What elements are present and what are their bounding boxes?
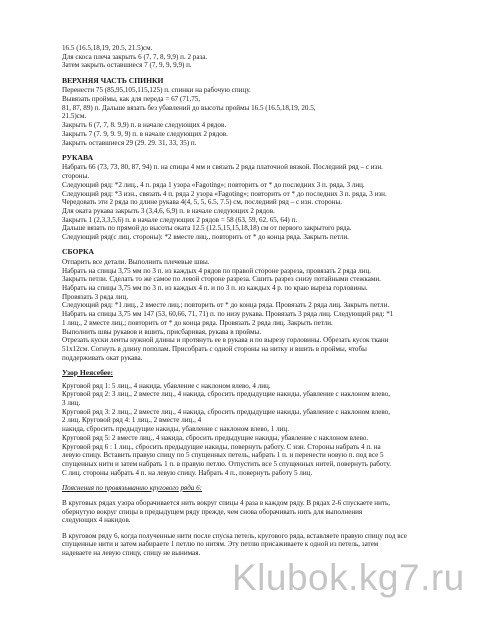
explanation-paragraph-2 (62, 532, 450, 558)
section-heading: СБОРКА (62, 248, 94, 257)
text-line: Набрать 66 (73, 73, 80, 87, 94) п. на спицы 4 мм и связать 2 ряда платочной вязкой. Последний ряд – с изн. (62, 163, 383, 172)
text-line: Отрезать куски ленты нужной длины и протянуть ее в рукава и по вырезу горловины. Обрезать кусок ткани (62, 336, 389, 345)
text-line: обернутую вокруг спицы в предыдущем ряду прежде, чем снова оборачивать нить для выполнения (62, 507, 363, 516)
text-line: Следующий ряд: *2 лиц., 4 п. ряда 1 узора «Fagoting»; повторить от * до последних 3 п. ряда, 3 лиц. (62, 180, 365, 189)
text-line: Для оката рукава закрыть 3 (3,4,6, 6,9) п. в начале следующих 2 рядов. (62, 206, 275, 215)
text-line: Круговой ряд 6 : 1 лиц., сбросить предыдущие накиды, повернуть работу. С изн. Стороны набрать 4 п. на (62, 442, 381, 451)
text-line: Отпарить все детали. Выполнить плечевые швы. (62, 257, 210, 266)
text-line: В круговом ряду 6, когда полученные нити после спуска петель, кругового ряда, вставляете правую спицу под все (62, 531, 407, 540)
text-line: Круговой ряд 2: 3 лиц., 2 вместе лиц., 4 накида, сбросить предыдущие накиды, убавление с наклоном влево, (62, 390, 390, 399)
text-line: Закрыть оставшиеся 29 (29. 29. 31, 33, 35) п. (62, 138, 197, 147)
pattern-section (62, 369, 450, 477)
text-line: 16.5 (16.5,18,19, 20.5, 21.5)см. (62, 44, 153, 52)
note-section (62, 484, 450, 493)
text-line: 2 лиц. Круговой ряд 4: 1 лиц., 2 вместе лиц., 4 (62, 416, 202, 425)
text-line: Затем закрыть оставшиеся 7 (7, 9, 9, 9,9) п. (62, 61, 192, 70)
text-line: Вывязать проймы, как для переда = 67 (71,75, (62, 95, 201, 104)
text-line: Для скоса плеча закрыть 6 (7, 7, 8, 9,9) п. 2 раза. (62, 52, 208, 61)
text-line: Круговой ряд 3: 2 лиц., 2 вместе лиц., 4 накида, сбросить предыдущие накиды, убавление с наклоном влево, (62, 407, 390, 416)
text-line: Чередовать эти 2 ряда по длине рукава 4(4, 5, 5, 6.5, 7.5) см, последний ряд – с изн. стороны. (62, 198, 343, 207)
text-line: Перенести 75 (85,95,105,115,125) п. спинки на рабочую спицу. (62, 86, 251, 95)
text-line: Круговой ряд 1: 5 лиц., 4 накида, убавление с наклоном влево, 4 лиц. (62, 381, 271, 390)
watermark: Klubok.kg7.ru (232, 557, 465, 598)
section-heading: РУКАВА (62, 153, 94, 162)
text-line: Следующий ряд: *1 лиц., 2 вместе лиц.; повторить от * до конца ряда. Провязать 2 ряда лиц. Закрыть петли. (62, 301, 390, 310)
text-line: Провязать 3 ряда лиц. (62, 292, 129, 301)
text-line: Дальше вязать по прямой до высоты оката 12.5 (12.5,15,15,18,18) см от первого закрытого ряда. (62, 224, 352, 233)
text-line: 81, 87, 89) п. Дальше вязать без убавлений до высоты проймы 16.5 (16.5,18,19, 20.5, (62, 103, 316, 112)
sleeves-section (62, 154, 450, 242)
text-line: Следующий ряд(с лиц. стороны): *2 вместе лиц., повторить от * до конца ряда. Закрыть петли. (62, 233, 349, 242)
assembly-section (62, 248, 450, 362)
text-line: Набрать на спицы 3,75 мм по 3 п. из каждых 4 п. и по 3 п. из каждых 4 р. по краю выреза горловины. (62, 284, 368, 293)
text-line: Набрать на спицы 3,75 мм 147 (53, 60,66, 71, 71) п. по низу рукава. Провязать 3 ряда лиц. Следующий ряд: *1 (62, 310, 394, 319)
text-line: Закрыть 6 (7, 7, 8. 9,9) п. в начале следующих 4 рядов. (62, 121, 227, 130)
text-line: стороны. (62, 172, 90, 181)
text-line: Закрыть 7 (7. 9, 9. 9, 9) п. в начале следующих 2 рядов. (62, 129, 228, 138)
text-line: Закрыть петли. Сделать то же самое по левой стороне разреза. Сшить разрез снизу потайными стежками. (62, 275, 381, 284)
text-line: накида, сбросить предыдущие накиды, убавление с наклоном влево, 1 лиц. (62, 425, 289, 434)
section-heading: Узор Неясебее: (62, 368, 114, 377)
note-heading: Пояснения по провязыванию кругового ряда 6: (62, 483, 203, 492)
text-line: надеваете на левую спицу, спицу не вынимая. (62, 549, 201, 558)
text-line: 21.5)см. (62, 112, 87, 121)
text-line: Круговой ряд 5: 2 вместе лиц., 4 накида, сбросить предыдущие накиды, убавление с наклоном влево. (62, 433, 369, 442)
explanation-paragraph-1 (62, 499, 450, 525)
text-line: 3 лиц. (62, 399, 81, 408)
text-line: В круговых рядах узора оборачивается нить вокруг спицы 4 раза в каждом ряду. В рядах 2-6 спускаете нить, (62, 499, 390, 508)
text-line: левую спицу. Вставить правую спицу по 5 спущенных петель, набрать 1 п. и перенести новую п. под все 5 (62, 451, 384, 460)
text-line: 51х12см. Согнуть в длину пополам. Присобрать с одной стороны на нитку и вшить в проймы, чтобы (62, 345, 367, 353)
text-line: 1 лиц., 2 вместе лиц.; повторить от * до конца ряда. Провязать 2 ряда лиц. Закрыть петли. (62, 318, 333, 327)
text-line: поддерживать окат рукава. (62, 353, 143, 362)
text-line: Закрыть 1 (2,3,3,5,6) п. в начале следующих 2 рядов = 58 (63, 59, 62, 65, 64) п. (62, 215, 298, 224)
text-line: Выполнить швы рукавов и вшить, присбаривая, рукава в проймы. (62, 327, 262, 336)
intro-section (62, 44, 450, 70)
text-line: спущенных нити и затем набрать 1 п. в правую петлю. Отпустить все 5 спущенных нитей, повернуть работу. (62, 459, 391, 468)
text-line: спущенные нити и затем набираете 1 петлю по нитям. Эту петлю присаживаете к одной из петель, затем (62, 540, 379, 549)
text-line: С лиц. стороны набрать 4 п. на левую спицу. Набрать 4 п., повернуть работу 5 лиц. (62, 468, 313, 477)
text-line: следующих 4 накидов. (62, 516, 131, 525)
text-line: Следующий ряд: *3 изн., связать 4 п. ряда 2 узора «Fagoting»; повторить от * до последних 3 п. ряда, 3 изн. (62, 189, 387, 198)
text-line: Набрать на спицы 3,75 мм по 3 п. из каждых 4 рядов по правой стороне разреза, провязать 2 ряда лиц. (62, 266, 372, 275)
section-heading: ВЕРХНЯЯ ЧАСТЬ СПИНКИ (62, 76, 164, 85)
back-upper-section (62, 77, 450, 148)
